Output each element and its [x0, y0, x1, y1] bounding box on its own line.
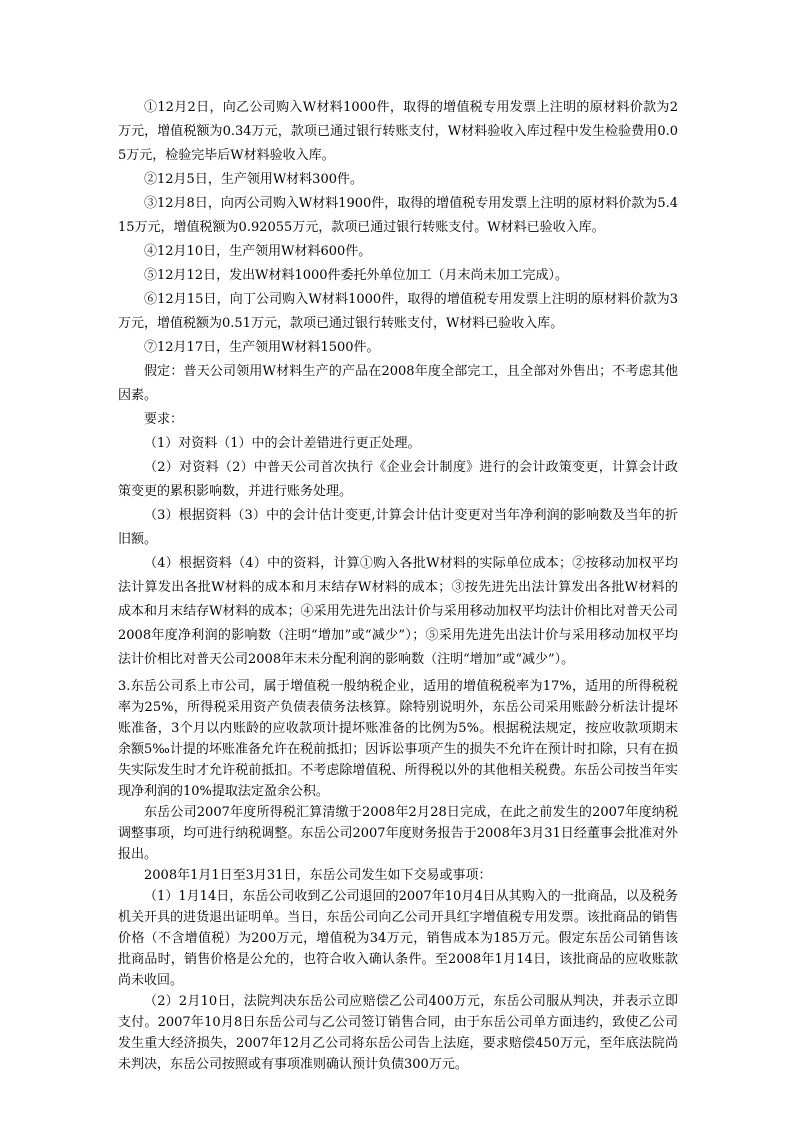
- item-3: ③12月8日，向丙公司购入W材料1900件，取得的增值税专用发票上注明的原材料价款为5.415万元，增值税额为0.92055万元，款项已通过银行转账支付。W材料已验收入库。: [118, 196, 678, 235]
- item-1: ①12月2日，向乙公司购入W材料1000件，取得的增值税专用发票上注明的原材料价款为2万元，增值税额为0.34万元，款项已通过银行转账支付，W材料验收入库过程中发生检验费用0.05万元，检验完毕后W材料验收入库。: [118, 100, 678, 163]
- question-3-paragraph: 东岳公司2007年度所得税汇算清缴于2008年2月28日完成，在此之前发生的2007年度纳税调整事项，均可进行纳税调整。东岳公司2007年度财务报告于2008年3月31日经董事会批准对外报出。: [118, 805, 678, 862]
- requirement-3: （3）根据资料（3）中的会计估计变更,计算会计估计变更对当年净利润的影响数及当年的折旧额。: [118, 508, 678, 547]
- question-3-item-2: （2）2月10日，法院判决东岳公司应赔偿乙公司400万元，东岳公司服从判决，并表示立即支付。2007年10月8日东岳公司与乙公司签订销售合同，由于东岳公司单方面违约，致使乙公司发生重大经济损失，2007年12月乙公司将东岳公司告上法庭，要求赔偿450万元，至年底法院尚未判决，东岳公司按照或有事项准则确认预计负债300万元。: [118, 994, 678, 1072]
- question-2-materials: [118, 96, 678, 672]
- requirement-4: （4）根据资料（4）中的资料，计算①购入各批W材料的实际单位成本；②按移动加权平均法计算发出各批W材料的成本和月末结存W材料的成本；③按先进先出法计算发出各批W材料的成本和月末结存W材料的成本；④采用先进先出法计价与采用移动加权平均法计价相比对普天公司2008年度净利润的影响数（注明“增加”或“减少”）；⑤采用先进先出法计价与采用移动加权平均法计价相比对普天公司2008年末未分配利润的影响数（注明“增加”或“减少”）。: [118, 556, 678, 667]
- question-3-intro: 3.东岳公司系上市公司，属于增值税一般纳税企业，适用的增值税税率为17%，适用的所得税税率为25%，所得税采用资产负债表债务法核算。除特别说明外，东岳公司采用账龄分析法计提坏账准备，3个月以内账龄的应收款项计提坏账准备的比例为5%。根据税法规定，按应收款项期末余额5‰计提的坏账准备允许在税前抵扣；因诉讼事项产生的损失不允许在预计时扣除，只有在损失实际发生时才允许税前抵扣。不考虑除增值税、所得税以外的其他相关税费。东岳公司按当年实现净利润的10%提取法定盈余公积。: [118, 679, 678, 799]
- item-2: ②12月5日，生产领用W材料300件。: [144, 172, 363, 187]
- question-3-item-1: （1）1月14日，东岳公司收到乙公司退回的2007年10月4日从其购入的一批商品，以及税务机关开具的进货退出证明单。当日，东岳公司向乙公司开具红字增值税专用发票。该批商品的销售价格（不含增值税）为200万元，增值税为34万元，销售成本为185万元。假定东岳公司销售该批商品时，销售价格是公允的，也符合收入确认条件。至2008年1月14日，该批商品的应收账款尚未收回。: [118, 889, 678, 988]
- item-7: ⑦12月17日，生产领用W材料1500件。: [144, 340, 380, 355]
- requirements-heading: 要求：: [144, 412, 184, 427]
- item-4: ④12月10日，生产领用W材料600件。: [144, 244, 372, 259]
- item-6: ⑥12月15日，向丁公司购入W材料1000件，取得的增值税专用发票上注明的原材料价款为3万元，增值税额为0.51万元，款项已通过银行转账支付，W材料已验收入库。: [118, 292, 678, 331]
- requirement-1: （1）对资料（1）中的会计差错进行更正处理。: [144, 436, 421, 451]
- question-3-paragraph: 2008年1月1日至3月31日，东岳公司发生如下交易或事项：: [144, 868, 492, 883]
- item-5: ⑤12月12日，发出W材料1000件委托外单位加工（月末尚未加工完成）。: [144, 268, 569, 283]
- requirement-2: （2）对资料（2）中普天公司首次执行《企业会计制度》进行的会计政策变更，计算会计政策变更的累积影响数，并进行账务处理。: [118, 460, 678, 499]
- assumption: 假定：普天公司领用W材料生产的产品在2008年度全部完工，且全部对外售出；不考虑其他因素。: [118, 364, 678, 403]
- question-3: [118, 676, 678, 1075]
